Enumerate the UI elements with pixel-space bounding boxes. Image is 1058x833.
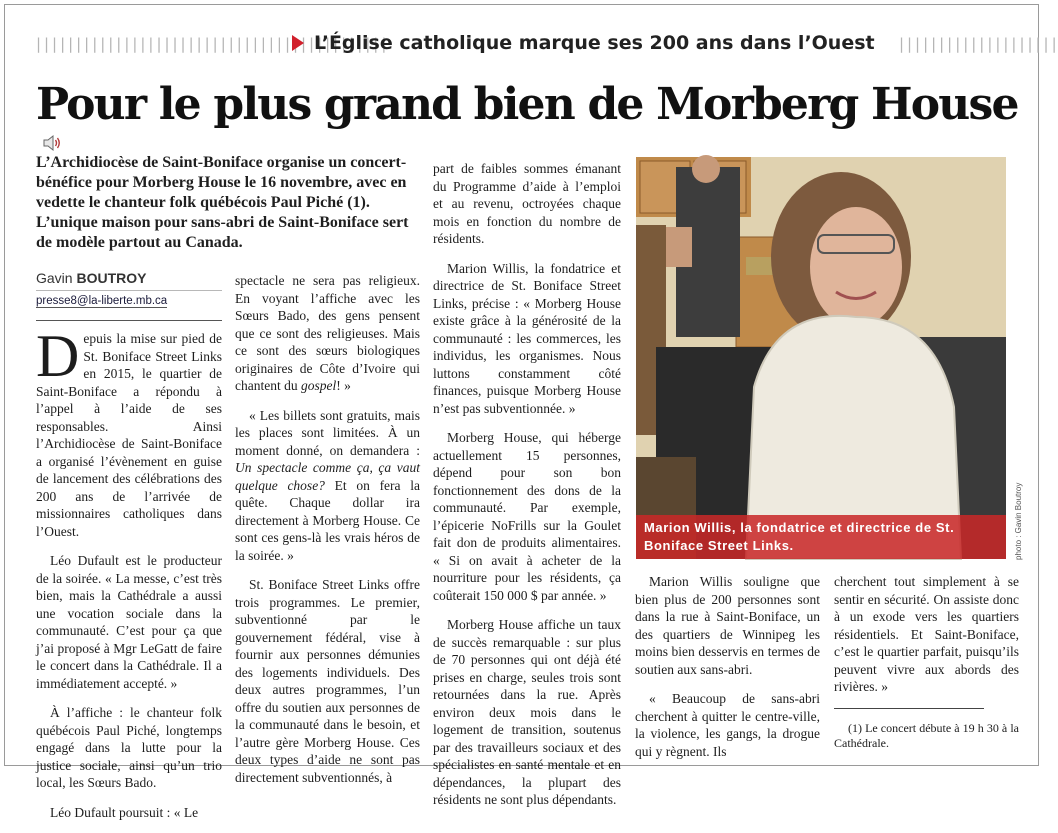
byline-email-link[interactable]: presse8@la-liberte.mb.ca	[36, 295, 168, 307]
kicker-decoration-left: ||||||||||||||||||||||||||||||||||||||||||||	[34, 35, 388, 53]
drop-cap: D	[36, 323, 80, 389]
article-paragraph: Léo Dufault est le producteur de la soirée. « La messe, c’est très bien, mais la Cathédrale a aussi une vocation sociale dans la communauté. C’est pour ça que j’ai proposé à Mgr LeGatt de faire le concert dans la Cathédrale. Il a immédiatement accepté. »	[36, 553, 222, 691]
article-column-4	[635, 573, 820, 772]
article-paragraph-text: « Les billets sont gratuits, mais les places sont limitées. À un moment donné, on demandera :	[235, 407, 420, 458]
photo-illustration	[636, 157, 1006, 559]
footnote: (1) Le concert débute à 19 h 30 à la Cathédrale.	[834, 720, 1019, 750]
kicker	[292, 28, 875, 58]
kicker-decoration-right: ||||||||||||||||||||	[897, 35, 1058, 53]
article-emphasis: gospel	[300, 378, 337, 393]
byline	[36, 270, 222, 309]
article-paragraph	[235, 407, 420, 565]
byline-last-name: BOUTROY	[76, 270, 147, 286]
byline-rule	[36, 320, 222, 321]
article-paragraph: Morberg House affiche un taux de succès remarquable : sur plus de 70 personnes qui ont déjà été prises en charge, seules trois sont retournées dans la rue. Après environ deux mois dans le logement de transition, soutenus par des travailleurs sociaux et des spécialistes en santé mentale et en dépendances, la plupart des résidents ne sont plus dépendants.	[433, 617, 621, 807]
article-paragraph-text: epuis la mise sur pied de St. Boniface Street Links en 2015, le quartier de Saint-Boniface a répondu à l’appel à l’aide de ses responsables. Ainsi l’Archidiocèse de Saint-Boniface a organisé l’évènement en guise de lancement des célébrations des 200 ans de l’arrivée de missionnaires catholiques dans l’Ouest.	[36, 331, 222, 539]
headline: Pour le plus grand bien de Morberg House	[36, 79, 1018, 130]
article-column-2	[235, 272, 420, 798]
lead-paragraph: L’Archidiocèse de Saint-Boniface organise un concert-bénéfice pour Morberg House le 16 novembre, avec en vedette le chanteur folk québécois Paul Piché (1). L’unique maison pour sans-abri de Saint-Boniface sert de modèle partout au Canada.	[36, 154, 409, 251]
article-paragraph: Léo Dufault poursuit : « Le	[50, 804, 199, 820]
article-paragraph: « Beaucoup de sans-abri cherchent à quitter le centre-ville, la violence, les gangs, la drogue qui y règnent. Ils	[635, 691, 820, 759]
photo-credit-text: photo : Gavin Boutroy	[1014, 482, 1023, 560]
article-paragraph: cherchent tout simplement à se sentir en sécurité. On assiste donc à un exode vers les quartiers résidentiels. Et Saint-Boniface, c’est le quartier parfait, puisqu’ils peuvent vivre aux abords des rivières. »	[834, 574, 1019, 694]
byline-first-name: Gavin	[36, 270, 73, 286]
article-column-5	[834, 573, 1019, 763]
article-column-3	[433, 160, 621, 821]
article-paragraph-text: Et on fera la quête. Chaque dollar ira directement à Morberg House. Ce sont ces gens-là les vrais héros de la soirée. »	[235, 477, 420, 563]
photo-caption: Marion Willis, la fondatrice et directrice de St. Boniface Street Links.	[636, 515, 1006, 559]
article-paragraph	[235, 272, 420, 395]
article-paragraph	[36, 323, 222, 540]
article-paragraph: St. Boniface Street Links offre trois programmes. Le premier, subventionné par le gouvernement fédéral, vise à fournir aux personnes démunies des logements individuels. Des deux autres programmes, l’un offre du soutien aux personnes de la communauté dans le besoin, et l’autre gère Morberg House. Ces deux types d’aide ne sont pas directement subventionnés, à	[235, 577, 420, 785]
article-paragraph: Morberg House, qui héberge actuellement 15 personnes, dépend pour son bon fonctionnement des dons de la communauté. Par exemple, l’épicerie NoFrills sur la Goulet fait don de produits alimentaires. « Si on avait à acheter de la nourriture pour les résidents, ça coûterait 150 000 $ par année. »	[433, 430, 621, 603]
article-paragraph-text: ! »	[336, 378, 351, 393]
article-paragraph: À l’affiche : le chanteur folk québécois Paul Piché, longtemps engagé dans la lutte pour la justice sociale, ainsi qu’un trio local, les Sœurs Bado.	[36, 705, 222, 790]
footnote-rule	[834, 708, 984, 709]
article-paragraph: Marion Willis souligne que bien plus de 200 personnes sont dans la rue à Saint-Boniface, un des quartiers de Winnipeg les moins bien desservis en termes de soutien aux sans-abri.	[635, 574, 820, 677]
article-column-1	[36, 323, 222, 833]
article-photo	[636, 157, 1006, 559]
article-emphasis: Un spectacle comme ça, ça vaut quelque chose?	[235, 460, 420, 493]
article-paragraph: part de faibles sommes émanant du Programme d’aide à l’emploi et au revenu, octroyées chaque mois en fonction du nombre de résidents.	[433, 161, 621, 246]
article-paragraph: Marion Willis, la fondatrice et directrice de St. Boniface Street Links, précise : « Morberg House existe grâce à la générosité de la communauté : les commerces, les individus, les organismes. Nous luttons constamment côté finances, puisque Morberg House n’est pas subventionnée. »	[433, 260, 621, 416]
photo-credit	[1012, 470, 1032, 560]
kicker-arrow-icon	[292, 35, 304, 51]
article-paragraph-text: spectacle ne sera pas religieux. En voyant l’affiche avec les Sœurs Bado, des gens pensent que ce sont des religieuses. Mais ce sont des sœurs biologiques originaires de Côte d’Ivoire qui chantent du	[235, 273, 420, 393]
byline-author	[36, 270, 222, 291]
kicker-text: L’Église catholique marque ses 200 ans dans l’Ouest	[314, 32, 875, 54]
speaker-icon[interactable]	[42, 134, 62, 152]
